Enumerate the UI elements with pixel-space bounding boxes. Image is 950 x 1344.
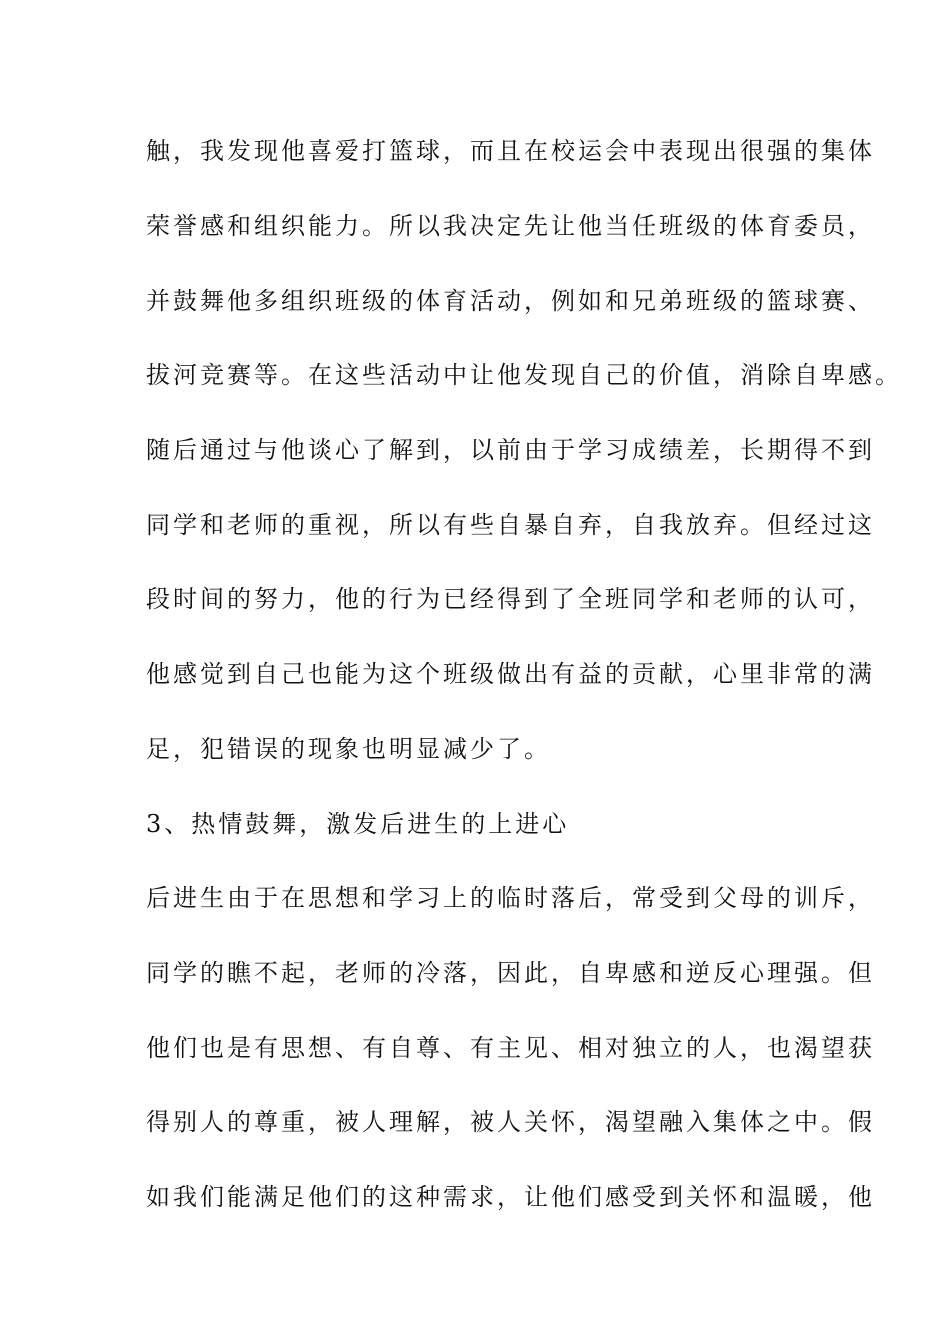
text-line: 他感觉到自己也能为这个班级做出有益的贡献，心里非常的满 bbox=[146, 660, 875, 688]
text-line: 荣誉感和组织能力。所以我决定先让他当任班级的体育委员， bbox=[146, 212, 875, 240]
text-line: 同学和老师的重视，所以有些自暴自弃，自我放弃。但经过这 bbox=[146, 511, 875, 539]
text-line: 后进生由于在思想和学习上的临时落后，常受到父母的训斥， bbox=[146, 884, 875, 912]
text-line: 随后通过与他谈心了解到，以前由于学习成绩差，长期得不到 bbox=[146, 436, 875, 464]
text-line: 拔河竞赛等。在这些活动中让他发现自己的价值，消除自卑感。 bbox=[146, 361, 902, 389]
text-line: 他们也是有思想、有自尊、有主见、相对独立的人，也渴望获 bbox=[146, 1034, 875, 1062]
text-line: 并鼓舞他多组织班级的体育活动，例如和兄弟班级的篮球赛、 bbox=[146, 287, 875, 315]
section-heading: 3、热情鼓舞，激发后进生的上进心 bbox=[146, 810, 570, 838]
text-line: 如我们能满足他们的这种需求，让他们感受到关怀和温暖，他 bbox=[146, 1183, 875, 1211]
text-line: 同学的瞧不起，老师的冷落，因此，自卑感和逆反心理强。但 bbox=[146, 959, 875, 987]
text-line: 足，犯错误的现象也明显减少了。 bbox=[146, 735, 551, 763]
text-line: 得别人的尊重，被人理解，被人关怀，渴望融入集体之中。假 bbox=[146, 1108, 875, 1136]
text-line: 段时间的努力，他的行为已经得到了全班同学和老师的认可， bbox=[146, 585, 875, 613]
text-line: 触，我发现他喜爱打篮球，而且在校运会中表现出很强的集体 bbox=[146, 137, 875, 165]
